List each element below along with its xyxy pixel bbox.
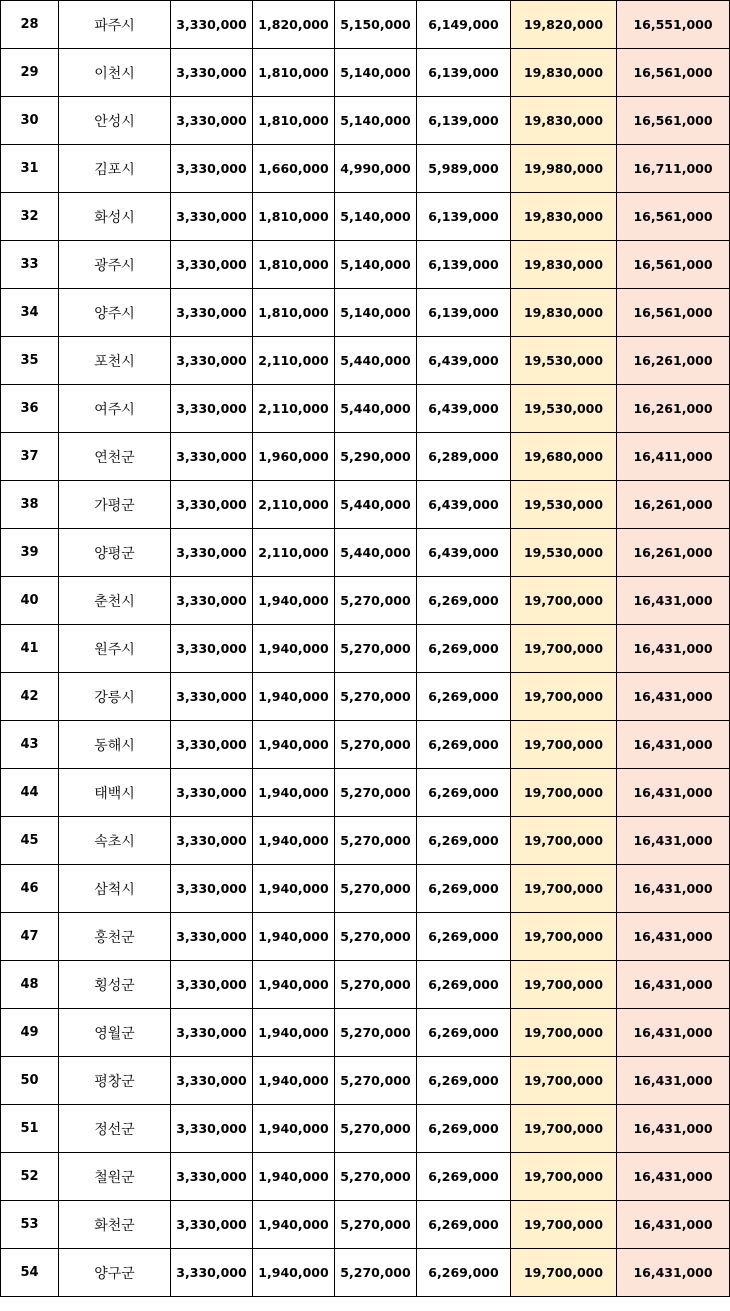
- amount-col-6: 16,431,000: [617, 961, 730, 1009]
- amount-col-5: 19,830,000: [511, 289, 617, 337]
- amount-col-4: 6,269,000: [417, 961, 511, 1009]
- amount-col-3: 5,270,000: [335, 1105, 417, 1153]
- amount-col-6: 16,551,000: [617, 1, 730, 49]
- amount-col-4: 6,269,000: [417, 1249, 511, 1297]
- amount-col-5: 19,700,000: [511, 865, 617, 913]
- amount-col-5: 19,700,000: [511, 1105, 617, 1153]
- amount-col-4: 6,439,000: [417, 481, 511, 529]
- amount-col-2: 1,940,000: [253, 577, 335, 625]
- amount-col-5: 19,700,000: [511, 625, 617, 673]
- region-name: 삼척시: [59, 865, 171, 913]
- amount-col-3: 5,270,000: [335, 673, 417, 721]
- table-row: [1, 241, 730, 289]
- table-row: [1, 193, 730, 241]
- amount-col-6: 16,431,000: [617, 577, 730, 625]
- amount-col-3: 5,440,000: [335, 385, 417, 433]
- region-name: 화성시: [59, 193, 171, 241]
- amount-col-3: 5,270,000: [335, 913, 417, 961]
- amount-col-5: 19,700,000: [511, 817, 617, 865]
- row-number: 43: [1, 721, 59, 769]
- table-row: [1, 385, 730, 433]
- amount-col-1: 3,330,000: [171, 385, 253, 433]
- table-body: [1, 1, 730, 1297]
- amount-col-1: 3,330,000: [171, 817, 253, 865]
- region-name: 동해시: [59, 721, 171, 769]
- amount-col-5: 19,820,000: [511, 1, 617, 49]
- amount-col-1: 3,330,000: [171, 193, 253, 241]
- region-name: 원주시: [59, 625, 171, 673]
- amount-col-5: 19,700,000: [511, 1153, 617, 1201]
- amount-col-6: 16,431,000: [617, 673, 730, 721]
- table-row: [1, 577, 730, 625]
- amount-col-2: 1,810,000: [253, 193, 335, 241]
- amount-col-6: 16,431,000: [617, 721, 730, 769]
- amount-col-1: 3,330,000: [171, 529, 253, 577]
- amount-col-5: 19,530,000: [511, 481, 617, 529]
- table-row: [1, 145, 730, 193]
- amount-col-3: 5,140,000: [335, 49, 417, 97]
- region-name: 속초시: [59, 817, 171, 865]
- amount-col-4: 6,289,000: [417, 433, 511, 481]
- table-row: [1, 289, 730, 337]
- amount-col-4: 6,139,000: [417, 49, 511, 97]
- amount-col-4: 6,269,000: [417, 673, 511, 721]
- amount-col-4: 6,269,000: [417, 913, 511, 961]
- amount-col-1: 3,330,000: [171, 1009, 253, 1057]
- amount-col-3: 5,140,000: [335, 193, 417, 241]
- amount-col-1: 3,330,000: [171, 769, 253, 817]
- amount-col-3: 5,270,000: [335, 817, 417, 865]
- table-row: [1, 961, 730, 1009]
- amount-col-2: 1,810,000: [253, 241, 335, 289]
- amount-col-5: 19,700,000: [511, 673, 617, 721]
- table-row: [1, 1, 730, 49]
- amount-col-4: 6,139,000: [417, 193, 511, 241]
- row-number: 54: [1, 1249, 59, 1297]
- amount-col-2: 1,810,000: [253, 97, 335, 145]
- table-row: [1, 337, 730, 385]
- amount-col-3: 5,440,000: [335, 337, 417, 385]
- table-row: [1, 817, 730, 865]
- region-name: 춘천시: [59, 577, 171, 625]
- row-number: 47: [1, 913, 59, 961]
- amount-col-1: 3,330,000: [171, 49, 253, 97]
- row-number: 31: [1, 145, 59, 193]
- region-name: 연천군: [59, 433, 171, 481]
- amount-col-3: 5,270,000: [335, 577, 417, 625]
- amount-col-1: 3,330,000: [171, 97, 253, 145]
- row-number: 30: [1, 97, 59, 145]
- row-number: 42: [1, 673, 59, 721]
- amount-col-6: 16,561,000: [617, 193, 730, 241]
- table-row: [1, 49, 730, 97]
- amount-col-5: 19,700,000: [511, 1057, 617, 1105]
- amount-col-5: 19,830,000: [511, 97, 617, 145]
- amount-col-5: 19,700,000: [511, 1249, 617, 1297]
- amount-col-6: 16,261,000: [617, 385, 730, 433]
- amount-col-4: 6,439,000: [417, 385, 511, 433]
- amount-col-3: 5,140,000: [335, 97, 417, 145]
- amount-col-5: 19,680,000: [511, 433, 617, 481]
- amount-col-3: 5,270,000: [335, 1153, 417, 1201]
- amount-col-1: 3,330,000: [171, 289, 253, 337]
- amount-col-2: 2,110,000: [253, 385, 335, 433]
- amount-col-6: 16,561,000: [617, 49, 730, 97]
- amount-col-6: 16,431,000: [617, 625, 730, 673]
- amount-col-6: 16,261,000: [617, 529, 730, 577]
- amount-col-5: 19,830,000: [511, 49, 617, 97]
- region-name: 철원군: [59, 1153, 171, 1201]
- amount-col-2: 1,940,000: [253, 1201, 335, 1249]
- row-number: 45: [1, 817, 59, 865]
- table-row: [1, 1201, 730, 1249]
- amount-col-1: 3,330,000: [171, 145, 253, 193]
- region-name: 양주시: [59, 289, 171, 337]
- amount-col-6: 16,261,000: [617, 481, 730, 529]
- amount-col-2: 1,940,000: [253, 625, 335, 673]
- amount-col-1: 3,330,000: [171, 577, 253, 625]
- row-number: 34: [1, 289, 59, 337]
- row-number: 53: [1, 1201, 59, 1249]
- amount-col-5: 19,700,000: [511, 721, 617, 769]
- amount-col-2: 1,940,000: [253, 721, 335, 769]
- row-number: 32: [1, 193, 59, 241]
- region-name: 여주시: [59, 385, 171, 433]
- amount-col-6: 16,431,000: [617, 865, 730, 913]
- region-name: 정선군: [59, 1105, 171, 1153]
- row-number: 46: [1, 865, 59, 913]
- row-number: 41: [1, 625, 59, 673]
- amount-col-3: 5,270,000: [335, 1249, 417, 1297]
- amount-col-5: 19,980,000: [511, 145, 617, 193]
- amount-col-4: 6,269,000: [417, 865, 511, 913]
- region-name: 파주시: [59, 1, 171, 49]
- table-row: [1, 1105, 730, 1153]
- region-name: 평창군: [59, 1057, 171, 1105]
- amount-col-4: 6,149,000: [417, 1, 511, 49]
- row-number: 38: [1, 481, 59, 529]
- amount-col-1: 3,330,000: [171, 1153, 253, 1201]
- amount-col-2: 1,810,000: [253, 289, 335, 337]
- amount-col-6: 16,561,000: [617, 289, 730, 337]
- amount-col-3: 5,270,000: [335, 769, 417, 817]
- row-number: 28: [1, 1, 59, 49]
- amount-col-1: 3,330,000: [171, 913, 253, 961]
- amount-col-4: 6,269,000: [417, 1057, 511, 1105]
- row-number: 40: [1, 577, 59, 625]
- region-name: 화천군: [59, 1201, 171, 1249]
- amount-col-1: 3,330,000: [171, 865, 253, 913]
- amount-col-6: 16,431,000: [617, 913, 730, 961]
- amount-col-2: 1,660,000: [253, 145, 335, 193]
- amount-col-1: 3,330,000: [171, 337, 253, 385]
- amount-col-4: 6,269,000: [417, 721, 511, 769]
- table-row: [1, 721, 730, 769]
- amount-col-6: 16,431,000: [617, 1105, 730, 1153]
- amount-col-1: 3,330,000: [171, 1057, 253, 1105]
- table-row: [1, 865, 730, 913]
- table-row: [1, 769, 730, 817]
- amount-col-2: 2,110,000: [253, 529, 335, 577]
- amount-col-3: 5,140,000: [335, 241, 417, 289]
- amount-col-5: 19,530,000: [511, 385, 617, 433]
- amount-col-4: 6,139,000: [417, 241, 511, 289]
- region-name: 양구군: [59, 1249, 171, 1297]
- amount-col-1: 3,330,000: [171, 1, 253, 49]
- amount-col-2: 1,940,000: [253, 1105, 335, 1153]
- amount-col-1: 3,330,000: [171, 673, 253, 721]
- amount-col-2: 2,110,000: [253, 337, 335, 385]
- amount-col-2: 1,940,000: [253, 817, 335, 865]
- region-name: 횡성군: [59, 961, 171, 1009]
- amount-col-4: 6,139,000: [417, 97, 511, 145]
- amount-col-2: 1,940,000: [253, 1057, 335, 1105]
- row-number: 48: [1, 961, 59, 1009]
- amount-col-5: 19,700,000: [511, 769, 617, 817]
- amount-col-1: 3,330,000: [171, 1201, 253, 1249]
- amount-col-4: 6,269,000: [417, 1201, 511, 1249]
- amount-col-4: 5,989,000: [417, 145, 511, 193]
- table-row: [1, 913, 730, 961]
- amount-col-2: 1,940,000: [253, 1249, 335, 1297]
- amount-col-2: 1,940,000: [253, 673, 335, 721]
- region-name: 영월군: [59, 1009, 171, 1057]
- amount-col-4: 6,269,000: [417, 625, 511, 673]
- amount-col-3: 5,140,000: [335, 289, 417, 337]
- row-number: 35: [1, 337, 59, 385]
- table-row: [1, 529, 730, 577]
- amount-col-1: 3,330,000: [171, 1105, 253, 1153]
- amount-col-1: 3,330,000: [171, 241, 253, 289]
- region-name: 광주시: [59, 241, 171, 289]
- table-row: [1, 481, 730, 529]
- amount-col-3: 5,270,000: [335, 625, 417, 673]
- table-row: [1, 673, 730, 721]
- row-number: 51: [1, 1105, 59, 1153]
- amount-col-4: 6,139,000: [417, 289, 511, 337]
- region-name: 안성시: [59, 97, 171, 145]
- table-row: [1, 97, 730, 145]
- table-row: [1, 433, 730, 481]
- amount-col-3: 5,270,000: [335, 721, 417, 769]
- amount-col-5: 19,700,000: [511, 1201, 617, 1249]
- amount-col-6: 16,431,000: [617, 1249, 730, 1297]
- amount-col-5: 19,700,000: [511, 913, 617, 961]
- region-name: 김포시: [59, 145, 171, 193]
- amount-col-5: 19,700,000: [511, 961, 617, 1009]
- amount-col-1: 3,330,000: [171, 481, 253, 529]
- amount-col-5: 19,530,000: [511, 529, 617, 577]
- amount-col-6: 16,431,000: [617, 1057, 730, 1105]
- amount-col-6: 16,431,000: [617, 769, 730, 817]
- amount-col-2: 1,810,000: [253, 49, 335, 97]
- amount-col-4: 6,269,000: [417, 817, 511, 865]
- row-number: 29: [1, 49, 59, 97]
- amount-col-2: 1,940,000: [253, 913, 335, 961]
- region-name: 홍천군: [59, 913, 171, 961]
- amount-col-1: 3,330,000: [171, 625, 253, 673]
- row-number: 37: [1, 433, 59, 481]
- amount-col-3: 5,290,000: [335, 433, 417, 481]
- amount-col-4: 6,439,000: [417, 529, 511, 577]
- amount-col-3: 4,990,000: [335, 145, 417, 193]
- table-row: [1, 1249, 730, 1297]
- table-row: [1, 1009, 730, 1057]
- amount-col-3: 5,270,000: [335, 1057, 417, 1105]
- amount-col-6: 16,561,000: [617, 97, 730, 145]
- amount-col-2: 1,940,000: [253, 1009, 335, 1057]
- amount-col-6: 16,261,000: [617, 337, 730, 385]
- amount-col-6: 16,411,000: [617, 433, 730, 481]
- row-number: 36: [1, 385, 59, 433]
- amount-col-1: 3,330,000: [171, 721, 253, 769]
- amount-col-2: 1,820,000: [253, 1, 335, 49]
- amount-col-2: 1,940,000: [253, 865, 335, 913]
- table-row: [1, 1057, 730, 1105]
- region-name: 포천시: [59, 337, 171, 385]
- amount-col-1: 3,330,000: [171, 961, 253, 1009]
- row-number: 33: [1, 241, 59, 289]
- row-number: 49: [1, 1009, 59, 1057]
- region-name: 강릉시: [59, 673, 171, 721]
- amount-col-3: 5,270,000: [335, 865, 417, 913]
- amount-col-3: 5,270,000: [335, 1009, 417, 1057]
- region-name: 태백시: [59, 769, 171, 817]
- amount-col-6: 16,431,000: [617, 1153, 730, 1201]
- amount-col-2: 1,940,000: [253, 1153, 335, 1201]
- amount-col-2: 2,110,000: [253, 481, 335, 529]
- amount-col-5: 19,700,000: [511, 577, 617, 625]
- amount-col-4: 6,269,000: [417, 1009, 511, 1057]
- amount-col-2: 1,940,000: [253, 961, 335, 1009]
- row-number: 50: [1, 1057, 59, 1105]
- row-number: 44: [1, 769, 59, 817]
- amount-col-5: 19,530,000: [511, 337, 617, 385]
- row-number: 39: [1, 529, 59, 577]
- amount-col-6: 16,561,000: [617, 241, 730, 289]
- region-name: 이천시: [59, 49, 171, 97]
- amount-col-4: 6,269,000: [417, 769, 511, 817]
- table-row: [1, 1153, 730, 1201]
- amount-col-3: 5,440,000: [335, 529, 417, 577]
- amount-col-6: 16,711,000: [617, 145, 730, 193]
- amount-col-5: 19,830,000: [511, 193, 617, 241]
- region-name: 양평군: [59, 529, 171, 577]
- amount-col-4: 6,439,000: [417, 337, 511, 385]
- amount-col-4: 6,269,000: [417, 577, 511, 625]
- table-row: [1, 625, 730, 673]
- amount-col-5: 19,700,000: [511, 1009, 617, 1057]
- amount-col-2: 1,940,000: [253, 769, 335, 817]
- amount-col-6: 16,431,000: [617, 1201, 730, 1249]
- amount-col-1: 3,330,000: [171, 1249, 253, 1297]
- amount-col-2: 1,960,000: [253, 433, 335, 481]
- region-name: 가평군: [59, 481, 171, 529]
- amount-col-3: 5,270,000: [335, 1201, 417, 1249]
- amount-col-6: 16,431,000: [617, 1009, 730, 1057]
- amount-col-3: 5,270,000: [335, 961, 417, 1009]
- row-number: 52: [1, 1153, 59, 1201]
- amount-col-5: 19,830,000: [511, 241, 617, 289]
- amount-col-4: 6,269,000: [417, 1105, 511, 1153]
- amount-col-3: 5,150,000: [335, 1, 417, 49]
- amount-col-6: 16,431,000: [617, 817, 730, 865]
- amount-col-4: 6,269,000: [417, 1153, 511, 1201]
- amount-col-3: 5,440,000: [335, 481, 417, 529]
- amount-col-1: 3,330,000: [171, 433, 253, 481]
